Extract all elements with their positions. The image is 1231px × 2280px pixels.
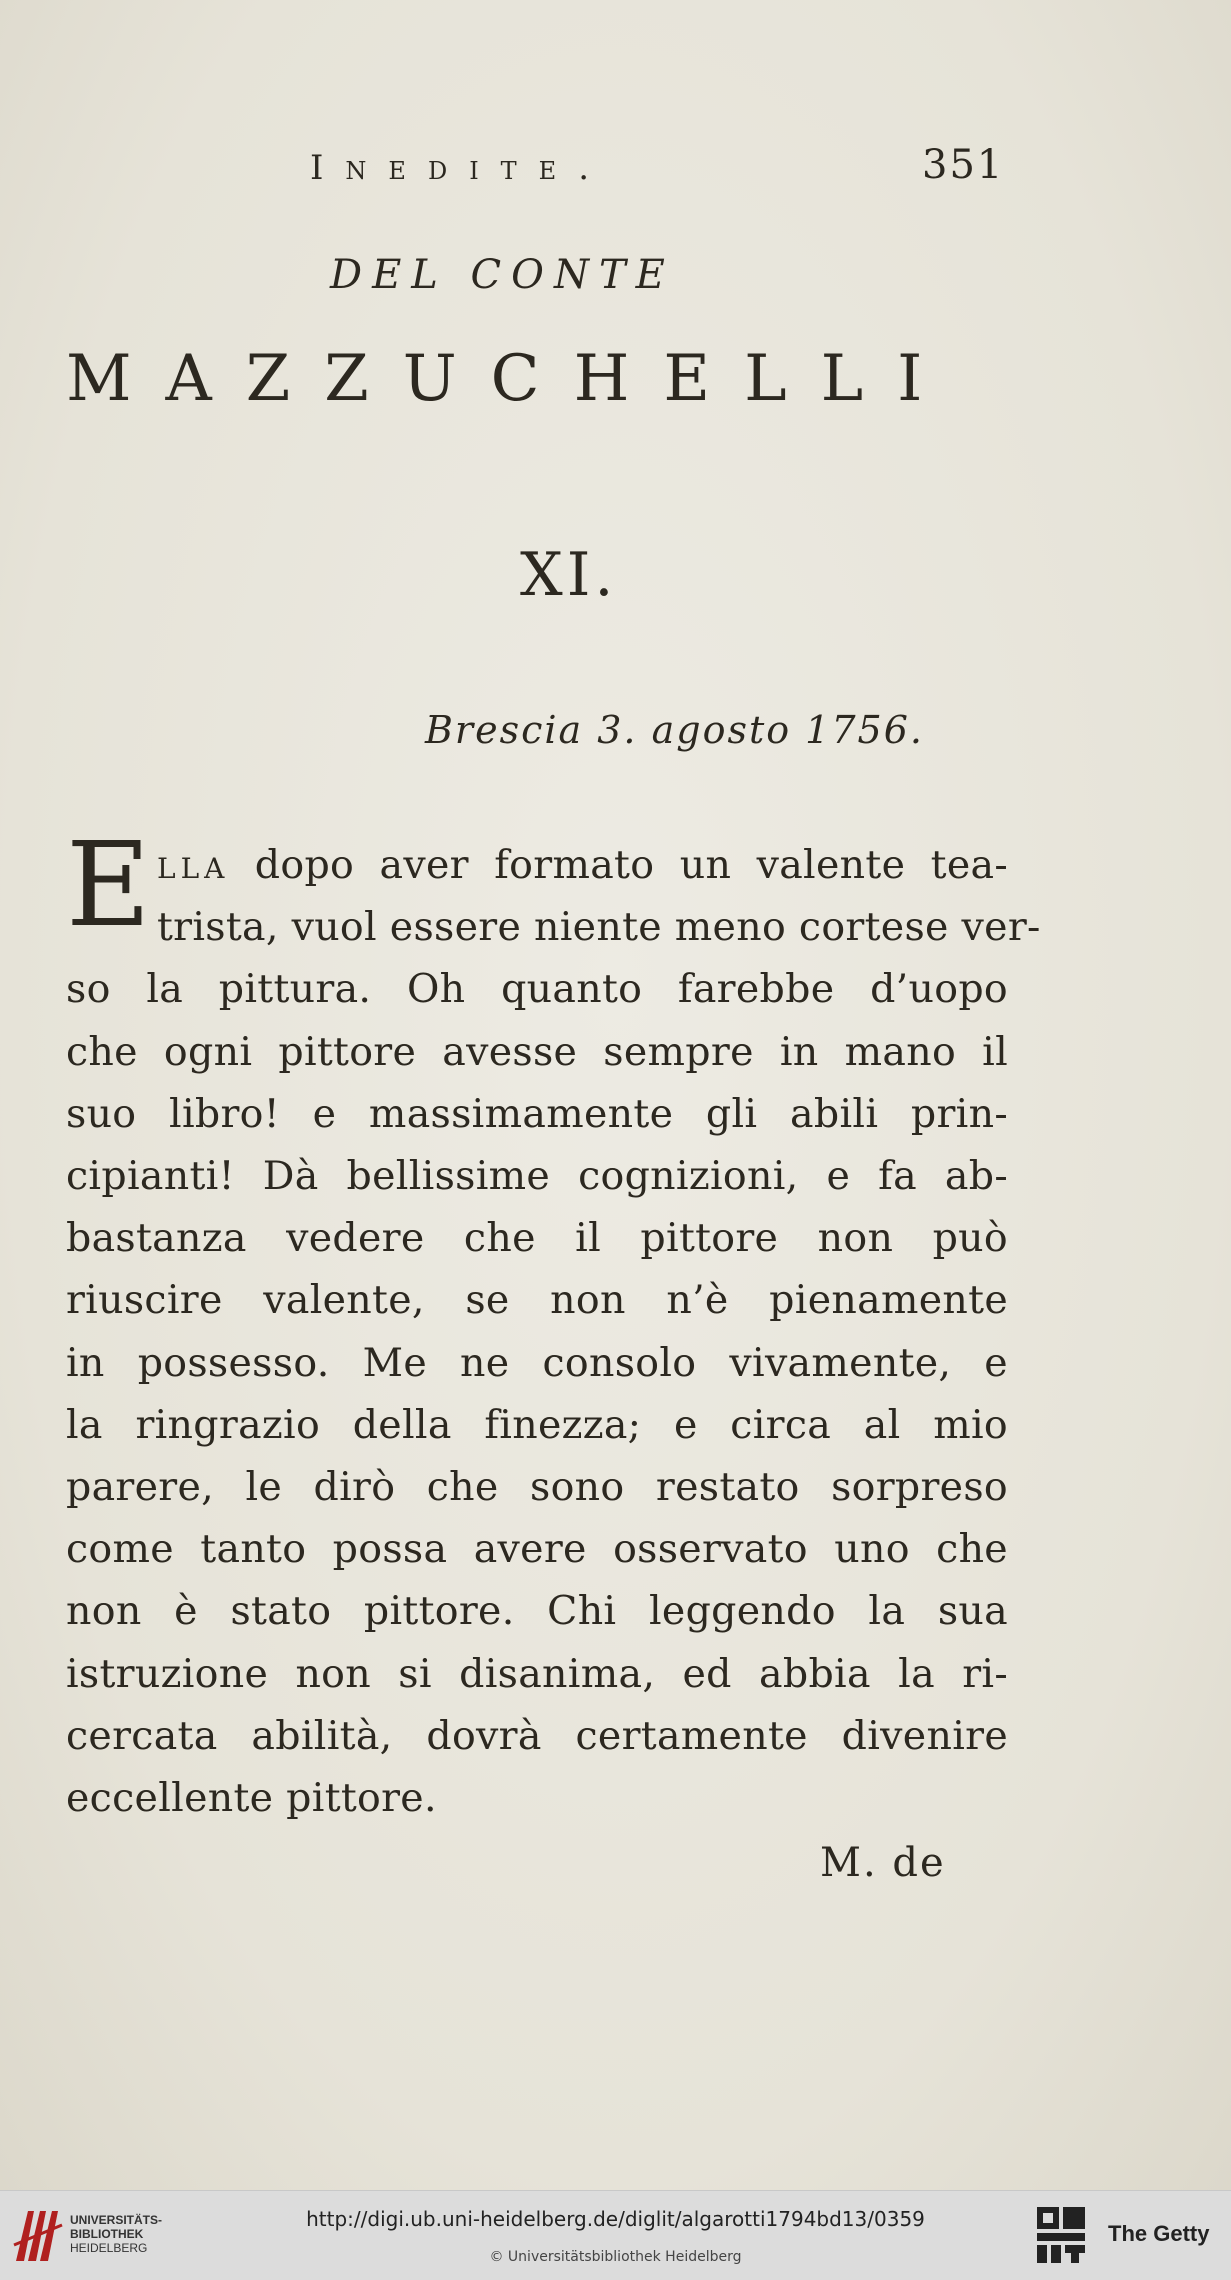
signature: M. de <box>820 1840 946 1886</box>
body-line: cipianti! Dà bellissime cognizioni, e fa ab- <box>66 1153 1008 1200</box>
body-line: cercata abilità, dovrà certamente divenire <box>66 1712 1008 1759</box>
body-line: la ringrazio della finezza; e circa al mio <box>66 1401 1008 1448</box>
body-line: riuscire valente, se non n’è pienamente <box>66 1277 1008 1324</box>
first-word-smallcaps: lla <box>156 842 230 888</box>
permalink-url[interactable]: http://digi.ub.uni-heidelberg.de/diglit/algarotti1794bd13/0359 <box>306 2207 925 2231</box>
body-line: istruzione non si disanima, ed abbia la ri- <box>66 1650 1008 1697</box>
drop-cap: E <box>66 818 151 953</box>
byline: DEL CONTE <box>330 252 675 298</box>
body-line: che ogni pittore avesse sempre in mano il <box>66 1028 1008 1075</box>
body-line <box>66 834 1008 896</box>
body-line: eccellente pittore. <box>66 1775 437 1822</box>
first-line-text: dopo aver formato un valente tea- <box>229 842 1008 888</box>
body-line: suo libro! e massimamente gli abili prin- <box>66 1090 1008 1137</box>
body-line: bastanza vedere che il pittore non può <box>66 1215 1008 1262</box>
body-line: trista, vuol essere niente meno cortese ver- <box>156 904 1041 951</box>
author-name: MAZZUCHELLI <box>66 342 957 416</box>
institution-line: UNIVERSITÄTS- <box>70 2213 163 2227</box>
body-line: in possesso. Me ne consolo vivamente, e <box>66 1339 1008 1386</box>
body-line: so la pittura. Oh quanto farebbe d’uopo <box>66 966 1008 1013</box>
body-line: non è stato pittore. Chi leggendo la sua <box>66 1588 1008 1635</box>
body-line: parere, le dirò che sono restato sorpreso <box>66 1464 1008 1511</box>
institution-line: BIBLIOTHEK <box>70 2227 144 2241</box>
body-line: come tanto possa avere osservato uno che <box>66 1526 1008 1573</box>
dateline: Brescia 3. agosto 1756. <box>425 708 924 752</box>
footer-bar <box>0 2190 1231 2280</box>
letter-number: XI. <box>520 540 618 610</box>
letter-body <box>66 818 1041 1829</box>
partner-name: The Getty <box>1108 2221 1210 2246</box>
page-number: 351 <box>922 142 1005 188</box>
running-head: Inedite. <box>310 148 612 188</box>
institution-line: HEIDELBERG <box>70 2241 148 2255</box>
copyright-notice: © Universitätsbibliothek Heidelberg <box>489 2249 742 2265</box>
getty-logo-icon <box>1035 2205 1089 2265</box>
